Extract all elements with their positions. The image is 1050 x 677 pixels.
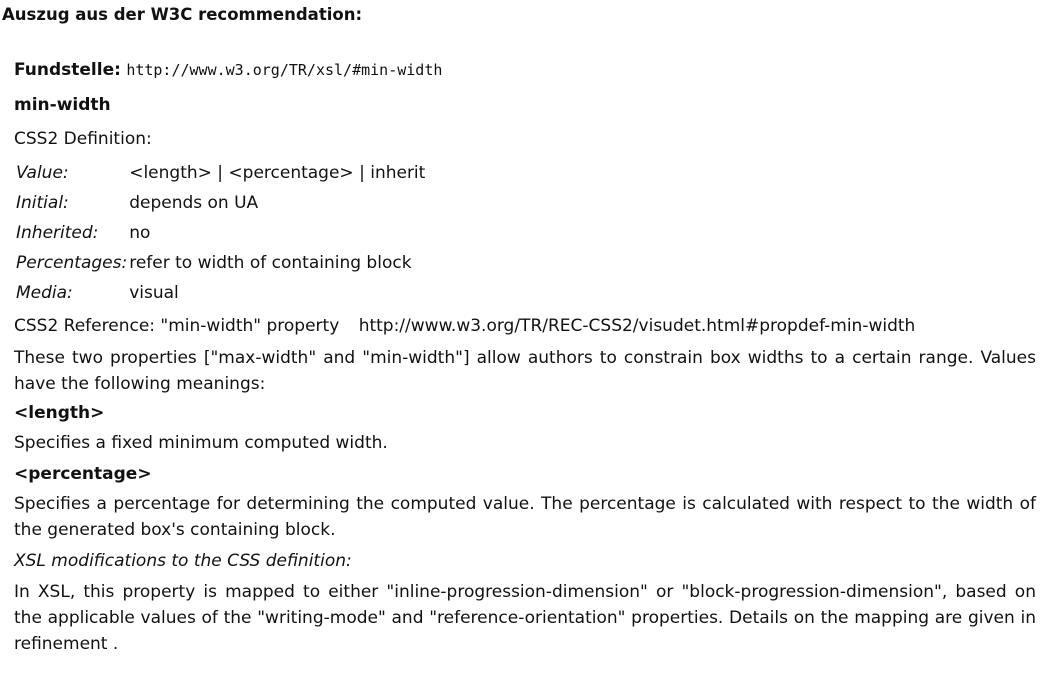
value-term-length: <length>	[14, 403, 105, 423]
xsl-modifications-label: XSL modifications to the CSS definition:	[14, 551, 352, 571]
property-key: Initial:	[16, 193, 69, 213]
recommendation-excerpt	[14, 58, 1036, 661]
property-key: Media:	[16, 283, 73, 303]
intro-paragraph: These two properties ["max-width" and "min-width"] allow authors to constrain box widths to a certain range. Values have the following meanings:	[14, 348, 1036, 394]
table-row	[16, 218, 425, 248]
property-key: Percentages:	[16, 253, 128, 273]
table-row	[16, 188, 425, 218]
xsl-modifications-paragraph: In XSL, this property is mapped to either "inline-progression-dimension" or "block-progression-dimension", based on the applicable values of the "writing-mode" and "reference-orientation" properties. Details on the mapping are given in refinement .	[14, 582, 1036, 654]
page-heading: Auszug aus der W3C recommendation:	[2, 5, 363, 24]
property-key: Inherited:	[16, 223, 99, 243]
css2-reference-url: http://www.w3.org/TR/REC-CSS2/visudet.html#propdef-min-width	[358, 316, 916, 336]
source-reference	[14, 58, 1036, 82]
table-row	[16, 278, 425, 308]
value-term-percentage: <percentage>	[14, 464, 152, 484]
css2-reference-label: CSS2 Reference: "min-width" property	[14, 316, 340, 336]
property-definition-table	[16, 158, 425, 308]
table-row	[16, 158, 425, 188]
property-name: min-width	[14, 95, 111, 115]
source-label: Fundstelle:	[14, 60, 121, 80]
source-url: http://www.w3.org/TR/xsl/#min-width	[126, 61, 443, 79]
table-row	[16, 248, 425, 278]
property-value: no	[129, 223, 151, 243]
property-value: visual	[129, 283, 179, 303]
value-description-percentage: Specifies a percentage for determining the computed value. The percentage is calculated with respect to the width of the generated box's containing block.	[14, 494, 1036, 540]
property-value: depends on UA	[129, 193, 259, 213]
property-value: refer to width of containing block	[129, 253, 412, 273]
property-value: <length> | <percentage> | inherit	[129, 163, 426, 183]
property-key: Value:	[16, 163, 69, 183]
css2-reference	[14, 314, 1036, 338]
value-description-length: Specifies a fixed minimum computed width.	[14, 433, 388, 453]
css2-definition-label: CSS2 Definition:	[14, 129, 152, 149]
